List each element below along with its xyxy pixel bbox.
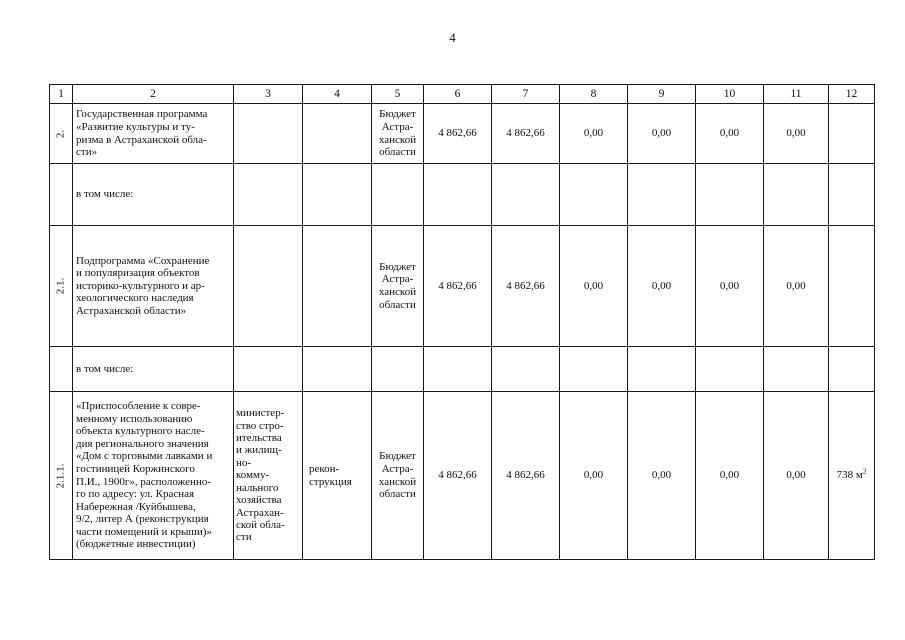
column-header: 3 (234, 85, 303, 104)
indicator-cell (829, 104, 875, 164)
value-cell: 0,00 (696, 104, 764, 164)
column-header: 10 (696, 85, 764, 104)
budget-table (49, 84, 875, 560)
value-cell: 0,00 (628, 392, 696, 560)
row-number-cell (50, 392, 73, 560)
column-header: 8 (560, 85, 628, 104)
total-cell: 4 862,66 (424, 226, 492, 347)
value-cell: 0,00 (696, 392, 764, 560)
column-header: 1 (50, 85, 73, 104)
name-line: сти» (76, 146, 98, 159)
column-header: 5 (372, 85, 424, 104)
row-number-cell (50, 104, 73, 164)
column-header: 4 (303, 85, 372, 104)
funding-source-cell: Бюджет Астра- ханской области (372, 392, 424, 560)
event-name-cell: «Приспособление к совре- менному использованию объекта культурного насле- дия регионального значения «Дом с торговыми лавками и гостиницей Коржинского П.И., 1900г», расположенно- го по адресу: ул. Красная Набережная /Куйбышева, 9/2, литер А (реконструкция части помещений и крыши)» (бюджетные инвестиции) (73, 392, 234, 560)
name-line: Государственная программа (76, 108, 208, 121)
responsible-cell (234, 104, 303, 164)
value-cell: 0,00 (764, 104, 829, 164)
column-header: 12 (829, 85, 875, 104)
name-line: «Развитие культуры и ту- (76, 120, 195, 133)
value-cell: 0,00 (764, 392, 829, 560)
value-cell: 4 862,66 (492, 104, 560, 164)
page-number: 4 (449, 30, 456, 45)
subheading-cell: в том числе: (73, 347, 234, 392)
column-header: 11 (764, 85, 829, 104)
value-cell: 0,00 (764, 226, 829, 347)
value-cell: 0,00 (628, 104, 696, 164)
row-number: 2. (54, 129, 67, 138)
subprogram-name-cell: Подпрограмма «Сохранение и популяризация объектов историко-культурного и ар- хеологического наследия Астраханской области» (73, 226, 234, 347)
column-header: 9 (628, 85, 696, 104)
value-cell: 0,00 (560, 392, 628, 560)
table-row (50, 392, 875, 560)
responsible-cell (234, 226, 303, 347)
column-header: 6 (424, 85, 492, 104)
column-header: 7 (492, 85, 560, 104)
subheading-cell: в том числе: (73, 164, 234, 226)
value-cell: 0,00 (628, 226, 696, 347)
row-number: 2.1. (54, 277, 67, 295)
indicator-cell (829, 226, 875, 347)
unit-exponent: 2 (862, 467, 867, 476)
work-type-cell (303, 226, 372, 347)
value-cell: 4 862,66 (492, 226, 560, 347)
work-type-cell (303, 104, 372, 164)
row-number: 2.1.1. (54, 463, 67, 488)
funding-source-cell: Бюджет Астра- ханской области (372, 226, 424, 347)
table-row (50, 164, 875, 226)
table-row (50, 226, 875, 347)
funding-source-cell: Бюджет Астра- ханской области (372, 104, 424, 164)
row-number-cell (50, 226, 73, 347)
value-cell: 0,00 (696, 226, 764, 347)
value-cell: 0,00 (560, 104, 628, 164)
name-line: ризма в Астраханской обла- (76, 133, 207, 146)
value-cell: 4 862,66 (492, 392, 560, 560)
header-row (50, 85, 875, 104)
total-cell: 4 862,66 (424, 104, 492, 164)
row-number-cell (50, 164, 73, 226)
table-row (50, 347, 875, 392)
work-type-cell: рекон- струкция (303, 392, 372, 560)
total-cell: 4 862,66 (424, 392, 492, 560)
indicator-value: 738 м (836, 469, 863, 482)
responsible-cell: министер- ство стро- ительства и жилищ- но- комму- нального хозяйства Астрахан- ской обла- сти (234, 392, 303, 560)
indicator-cell (829, 392, 875, 560)
value-cell: 0,00 (560, 226, 628, 347)
program-name-cell (73, 104, 234, 164)
row-number-cell (50, 347, 73, 392)
table-row (50, 104, 875, 164)
column-header: 2 (73, 85, 234, 104)
